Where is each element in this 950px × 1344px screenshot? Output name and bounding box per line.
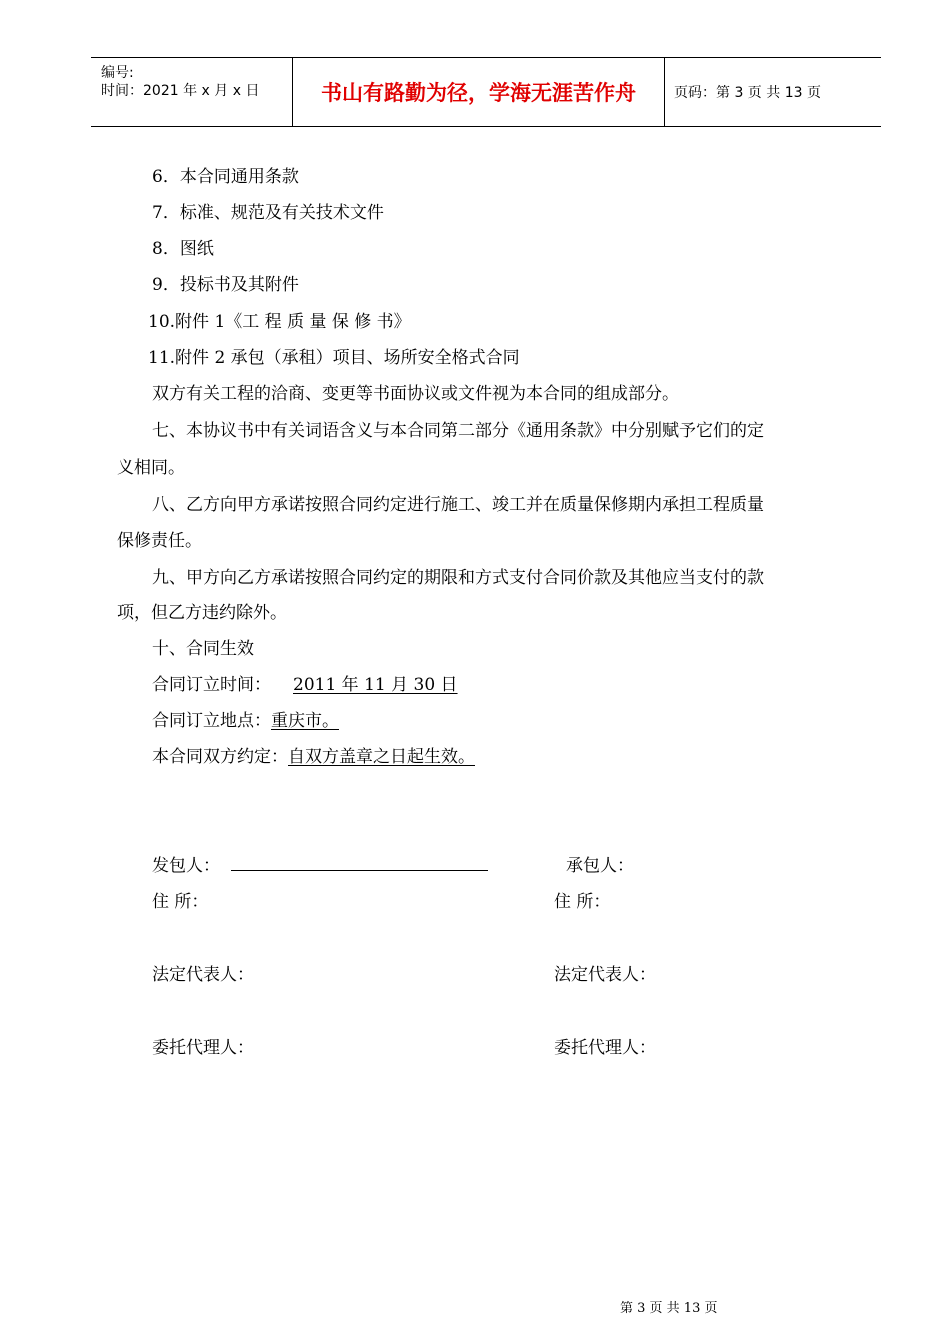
list-item-8: 8．图纸	[152, 239, 214, 259]
party-a-label: 发包人：	[152, 856, 220, 876]
section-7-line-2: 义相同。	[117, 458, 185, 478]
sign-place-value: 重庆市。	[271, 711, 339, 731]
list-item-7: 7．标准、规范及有关技术文件	[152, 203, 384, 223]
party-b-agent-label: 委托代理人：	[554, 1038, 656, 1058]
party-b-address-label: 住 所：	[554, 892, 611, 912]
list-item-6: 6．本合同通用条款	[152, 167, 299, 187]
sign-place-label: 合同订立地点：	[152, 711, 271, 731]
agreement-label: 本合同双方约定：	[152, 747, 288, 767]
party-b-label: 承包人：	[566, 856, 634, 876]
section-8-line-2: 保修责任。	[117, 531, 202, 551]
party-a-legal-rep-label: 法定代表人：	[152, 965, 254, 985]
party-a-agent-label: 委托代理人：	[152, 1038, 254, 1058]
party-b-legal-rep-label: 法定代表人：	[554, 965, 656, 985]
section-9-line-1: 九、甲方向乙方承诺按照合同约定的期限和方式支付合同价款及其他应当支付的款	[152, 568, 764, 588]
list-item-10: 10.附件 1《工 程 质 量 保 修 书》	[148, 312, 411, 332]
header-page-cell	[666, 58, 881, 126]
paragraph-composition: 双方有关工程的洽商、变更等书面协议或文件视为本合同的组成部分。	[152, 384, 679, 404]
section-8-line-1: 八、乙方向甲方承诺按照合同约定进行施工、竣工并在质量保修期内承担工程质量	[152, 495, 764, 515]
list-item-11: 11.附件 2 承包（承租）项目、场所安全格式合同	[148, 348, 520, 368]
list-item-9: 9．投标书及其附件	[152, 275, 299, 295]
document-number-label: 编号:	[101, 65, 134, 81]
page-footer: 第 3 页 共 13 页	[620, 1301, 718, 1316]
agreement-value: 自双方盖章之日起生效。	[288, 747, 475, 767]
section-9-line-2: 项，但乙方违约除外。	[117, 603, 287, 623]
sign-place-row	[152, 706, 339, 731]
page-header	[91, 57, 881, 127]
motto-text: 书山有路勤为径，学海无涯苦作舟	[321, 81, 636, 105]
sign-time-label: 合同订立时间：	[152, 675, 271, 695]
header-motto-cell	[293, 58, 665, 126]
header-page-code: 页码：第 3 页 共 13 页	[674, 85, 821, 101]
document-time: 时间：2021 年 x 月 x 日	[101, 83, 260, 99]
section-10-heading: 十、合同生效	[152, 639, 254, 659]
sign-time-row	[152, 670, 458, 695]
party-a-signature-line	[231, 870, 488, 871]
agreement-row	[152, 742, 475, 767]
section-7-line-1: 七、本协议书中有关词语含义与本合同第二部分《通用条款》中分别赋予它们的定	[152, 421, 764, 441]
header-meta-cell	[91, 58, 293, 126]
party-a-address-label: 住 所：	[152, 892, 209, 912]
sign-time-value: 2011 年 11 月 30 日	[293, 675, 458, 695]
